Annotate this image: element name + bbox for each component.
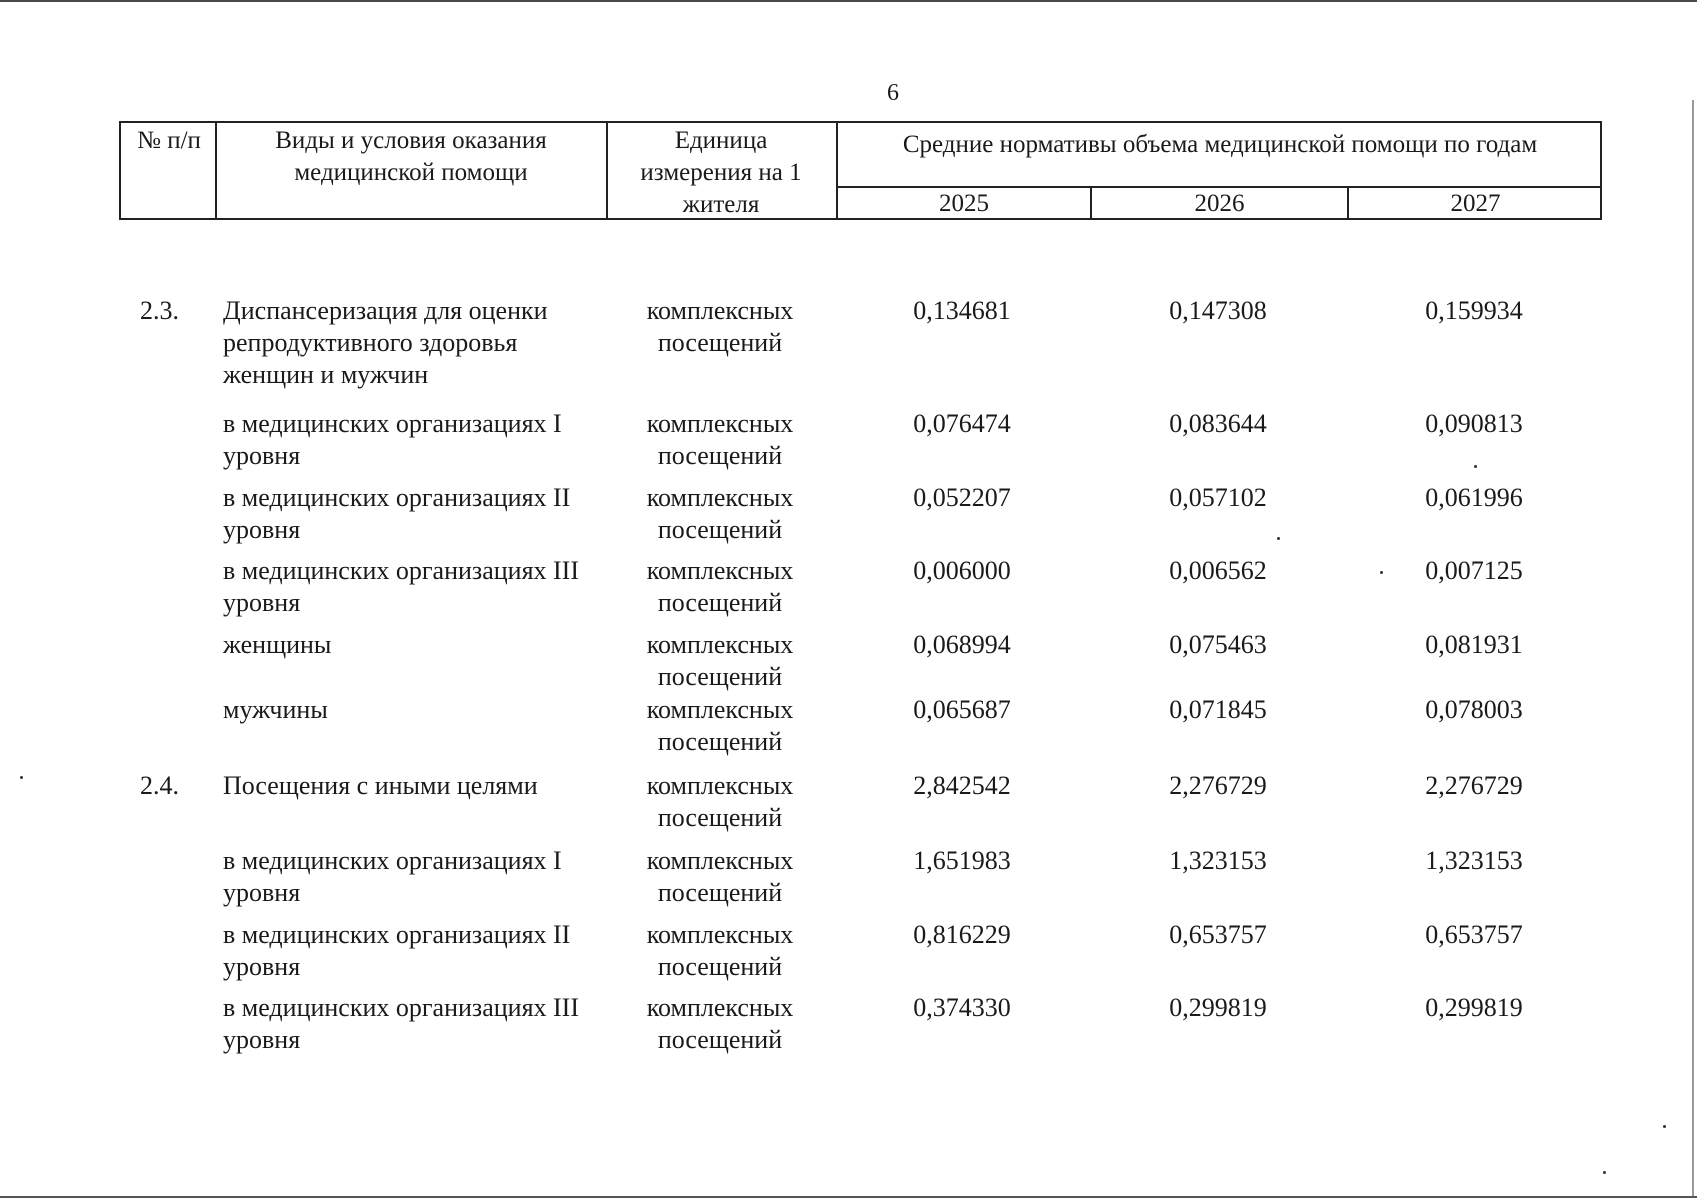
value-2025: 0,134681: [913, 296, 1011, 325]
header-col-number: № п/п: [137, 127, 201, 154]
value-2025: 0,052207: [913, 483, 1011, 512]
scan-speck: [1474, 465, 1477, 468]
scan-speck: [1277, 537, 1280, 540]
scan-edge-bottom: [0, 1196, 1697, 1198]
header-year-1: 2025: [939, 190, 989, 217]
scan-speck: [1663, 1125, 1666, 1128]
row-name: в медицинских организациях II уровня: [223, 920, 571, 981]
row-name: в медицинских организациях III уровня: [223, 993, 580, 1054]
header-year-2: 2026: [1194, 190, 1245, 217]
scan-speck: [1380, 571, 1383, 574]
header-year-3: 2027: [1450, 190, 1501, 217]
page-number: 6: [887, 80, 899, 106]
row-unit: комплексных посещений: [646, 695, 794, 756]
value-2027: 0,299819: [1425, 993, 1523, 1022]
table-header: [119, 121, 1602, 220]
value-2026: 0,057102: [1169, 483, 1267, 512]
scan-speck: [1603, 1171, 1606, 1174]
header-divider: [606, 123, 608, 218]
row-unit: комплексных посещений: [646, 993, 794, 1054]
value-2025: 0,076474: [913, 409, 1011, 438]
value-2026: 2,276729: [1169, 771, 1267, 800]
header-col-norms: Средние нормативы объема медицинской помощи по годам: [902, 131, 1538, 158]
row-name: в медицинских организациях II уровня: [223, 483, 571, 544]
value-2026: 0,075463: [1169, 630, 1267, 659]
row-name: женщины: [223, 630, 332, 659]
row-unit: комплексных посещений: [646, 556, 794, 617]
row-name: в медицинских организациях I уровня: [223, 409, 562, 470]
value-2027: 0,090813: [1425, 409, 1523, 438]
value-2026: 1,323153: [1169, 846, 1267, 875]
value-2027: 0,159934: [1425, 296, 1523, 325]
row-name: в медицинских организациях III уровня: [223, 556, 580, 617]
value-2026: 0,653757: [1169, 920, 1267, 949]
row-name: мужчины: [223, 695, 328, 724]
row-unit: комплексных посещений: [646, 409, 794, 470]
value-2025: 0,065687: [913, 695, 1011, 724]
value-2026: 0,147308: [1169, 296, 1267, 325]
value-2027: 0,078003: [1425, 695, 1523, 724]
value-2027: 2,276729: [1425, 771, 1523, 800]
row-number: 2.4.: [140, 771, 179, 800]
value-2025: 0,006000: [913, 556, 1011, 585]
value-2025: 0,816229: [913, 920, 1011, 949]
header-col-unit: Единица измерения на 1 жителя: [640, 127, 802, 218]
value-2026: 0,299819: [1169, 993, 1267, 1022]
header-divider: [215, 123, 217, 218]
value-2027: 0,653757: [1425, 920, 1523, 949]
row-unit: комплексных посещений: [646, 771, 794, 832]
scan-edge-right: [1692, 100, 1694, 1196]
value-2026: 0,071845: [1169, 695, 1267, 724]
value-2027: 0,081931: [1425, 630, 1523, 659]
row-name: в медицинских организациях I уровня: [223, 846, 562, 907]
value-2027: 0,061996: [1425, 483, 1523, 512]
row-name: Посещения с иными целями: [223, 771, 538, 800]
row-unit: комплексных посещений: [646, 630, 794, 691]
row-number: 2.3.: [140, 296, 179, 325]
scan-edge-top: [0, 0, 1697, 2]
value-2025: 2,842542: [913, 771, 1011, 800]
header-col-types: Виды и условия оказания медицинской помощи: [275, 127, 547, 186]
row-unit: комплексных посещений: [646, 846, 794, 907]
row-unit: комплексных посещений: [646, 920, 794, 981]
row-unit: комплексных посещений: [646, 296, 794, 357]
row-name: Диспансеризация для оценки репродуктивного здоровья женщин и мужчин: [223, 296, 548, 389]
value-2025: 1,651983: [913, 846, 1011, 875]
scan-speck: [20, 776, 23, 779]
value-2026: 0,006562: [1169, 556, 1267, 585]
value-2025: 0,068994: [913, 630, 1011, 659]
value-2025: 0,374330: [913, 993, 1011, 1022]
value-2026: 0,083644: [1169, 409, 1267, 438]
value-2027: 0,007125: [1425, 556, 1523, 585]
row-unit: комплексных посещений: [646, 483, 794, 544]
value-2027: 1,323153: [1425, 846, 1523, 875]
